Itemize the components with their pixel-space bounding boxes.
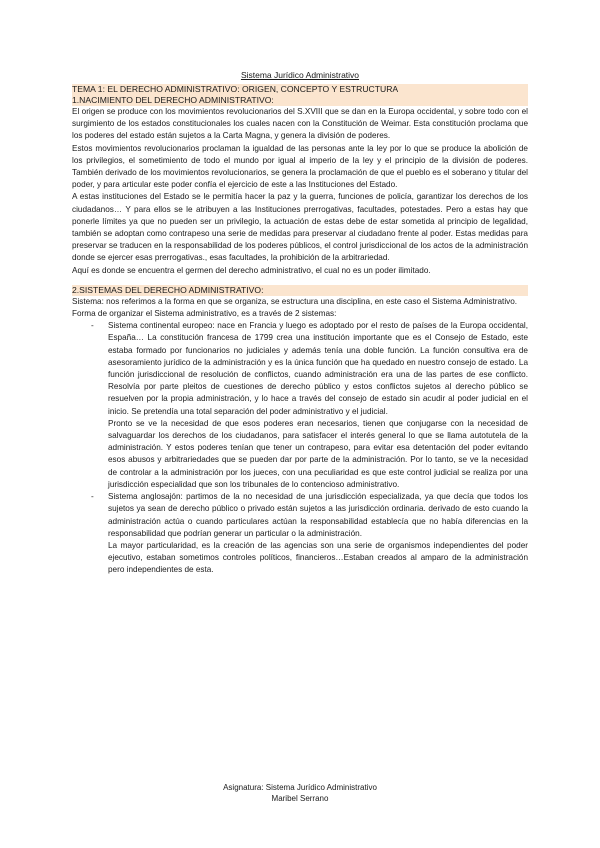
footer-subject: Asignatura: Sistema Jurídico Administrativo — [223, 783, 377, 792]
footer-author: Maribel Serrano — [271, 794, 329, 803]
document-title: Sistema Jurídico Administrativo — [240, 70, 360, 80]
list-item-anglosaxon-system — [91, 491, 528, 576]
paragraph: Forma de organizar el Sistema administrativo, es a través de 2 sistemas: — [72, 309, 337, 319]
page-footer — [0, 782, 600, 804]
section-1-body — [72, 106, 528, 277]
document-page — [72, 70, 528, 577]
section-2-heading: 2.SISTEMAS DEL DERECHO ADMINISTRATIVO: — [72, 285, 528, 296]
paragraph: Aquí es donde se encuentra el germen del derecho administrativo, el cual no es un poder ilimitado. — [72, 265, 431, 275]
paragraph: La mayor particularidad, es la creación de las agencias son una serie de organismos independientes del poder ejecutivo, estaban sometimos controles políticos, financieros…Estaban creados al amparo de la administración pero independientes de esta. — [108, 540, 528, 575]
systems-list — [72, 320, 528, 576]
paragraph: Estos movimientos revolucionarios proclaman la igualdad de las personas ante la ley por lo que se produce la abolición de los privilegios, el sometimiento de todo el mundo por igual al imperio de la ley y el principio de la división de poderes. También derivado de los movimientos revolucionarios, se genera la proclamación de que el pueblo es el soberano y titular del poder, y para articular este poder confía el ejercicio de este a las Instituciones del Estado. — [72, 143, 528, 190]
paragraph: Sistema anglosajón: partimos de la no necesidad de una jurisdicción especializada, ya que decía que todos los sujetos ya sean de derecho público o privado están sujetos a las jurisdicción ordinaria. derivado de esto cuando la administración actúa o cuando particulares actúan la responsabilidad establecía que no había diferencias en la responsabilidad que podrían generar un particular o la administración. — [108, 492, 528, 538]
tema-heading: TEMA 1: EL DERECHO ADMINISTRATIVO: ORIGEN, CONCEPTO Y ESTRUCTURA — [72, 84, 528, 95]
bullet-dash: - — [91, 321, 94, 331]
paragraph: A estas instituciones del Estado se le permitía hacer la paz y la guerra, funciones de policía, garantizar los derechos de los ciudadanos… Y para ellos se le atribuyen a las Instituciones prerrogativas, facultades, potestades. Pero a estas hay que ponerle límites ya que no pueden ser un privilegio, la actuación de estas debe de estar sometida al principio de legalidad, también se adoptan como contrapeso una serie de medidas para preservar al ciudadano frente al poder. Estas medidas para preservar se traducen en la responsabilidad de los poderes públicos, el control jurisdiccional de los actos de la administración donde se ejercer esas prerrogativas., esas facultades, la prohibición de la arbitrariedad. — [72, 192, 528, 263]
paragraph: Sistema: nos referimos a la forma en que se organiza, se estructura una disciplina, en este caso el Sistema Administrativo. — [72, 296, 518, 306]
bullet-dash: - — [91, 492, 94, 502]
section-1-heading: 1.NACIMIENTO DEL DERECHO ADMINISTRATIVO: — [72, 95, 528, 106]
section-2-intro — [72, 296, 528, 320]
paragraph: Sistema continental europeo: nace en Francia y luego es adoptado por el resto de países de la Europa occidental, España… La constitución francesa de 1799 crea una institución importante que es el Consejo de Estado, este estaba formado por funcionarios no judiciales y además tenía una doble función. La función consultiva era de asesoramiento jurídico de la administración y es la única función que ha quedado en nuestro consejo de estado. La función jurisdiccional de resolución de conflictos, cuando administración era una de las partes de ese conflicto. Resolvía por parte pleitos de cuestiones de derecho público y estos conflictos sujetos al derecho público se resuelven por la propia administración, y lo hace a través del consejo de estado sin acudir al poder judicial en el inicio. Se pretendía una total separación del poder administrativo y el judicial. — [108, 321, 528, 416]
list-item-continental-system — [91, 320, 528, 491]
paragraph: Pronto se ve la necesidad de que esos poderes eran necesarios, tienen que conjugarse con la necesidad de salvaguardar los derechos de los ciudadanos, para satisfacer el interés general lo que se llama autotutela de la administración. Y estos poderes tenían que tener un contrapeso, para evitar esa detentación del poder evitando esos abusos y arbitrariedades que se pueden dar por parte de la administración. Por lo tanto, se ve la necesidad de controlar a la administración por los jueces, con una peculiaridad es que este control judicial se realiza por una jurisdicción especialidad que son los tribunales de lo contencioso administrativo. — [108, 418, 528, 489]
paragraph: El origen se produce con los movimientos revolucionarios del S.XVIII que se dan en la Europa occidental, y sobre todo con el surgimiento de los estados constitucionales los cuales nacen con la Constitución de Weimar. Esta constitución proclama que los poderes del estado están sujetos a la Carta Magna, y genera la división de poderes. — [72, 107, 528, 141]
